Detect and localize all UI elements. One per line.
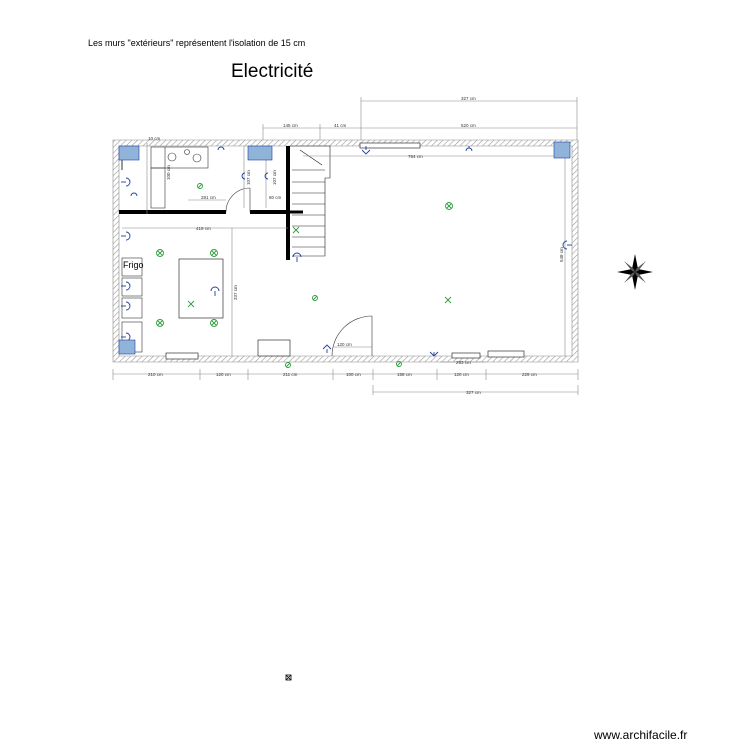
dim-bot-window: 293 cm (456, 360, 471, 365)
outlet-icon (323, 345, 331, 353)
outlet-icon (131, 193, 137, 196)
ceiling-light-icon (157, 250, 164, 257)
reference-marker-icon (286, 675, 291, 680)
dim-bot-6: 120 cm (454, 372, 469, 377)
ceiling-light-icon (446, 203, 453, 210)
dim-bot-5: 158 cm (397, 372, 412, 377)
dim-bot-1: 210 cm (148, 372, 163, 377)
dim-vert-a: 100 cm (166, 165, 171, 180)
dim-vert-b: 107 cm (246, 170, 251, 185)
dim-corner: 10 cm (148, 136, 161, 141)
dim-door: 120 cm (337, 342, 352, 347)
dim-stair-gap: 80 cm (269, 195, 282, 200)
panel-icon (554, 142, 570, 158)
panel-icon (119, 146, 139, 160)
dim-vert-c: 107 cm (272, 170, 277, 185)
dim-bot-7: 229 cm (522, 372, 537, 377)
appliance-column (122, 258, 142, 352)
light-switch-icon (198, 184, 203, 189)
exterior-walls (113, 140, 578, 362)
dim-top-total: 327 cm (461, 96, 476, 101)
kitchen-counter (151, 147, 208, 208)
outlet-icon (563, 241, 572, 249)
outlet-icon (242, 173, 245, 179)
outlet-icon (466, 146, 472, 151)
outlet-icon (293, 253, 301, 262)
insulation-note: Les murs "extérieurs" représentent l'isolation de 15 cm (88, 38, 306, 48)
dim-top-mid: 41 cm (334, 123, 347, 128)
outlet-icon (121, 302, 130, 310)
dim-bot-3: 211 cm (283, 372, 298, 377)
ceiling-light-icon (157, 320, 164, 327)
dim-bottom-total: 327 cm (466, 390, 481, 395)
electrical-panels (119, 142, 570, 354)
north-compass-icon (617, 254, 653, 290)
spot-icon (293, 227, 299, 233)
light-switch-icon (313, 296, 318, 301)
outlet-icon (121, 178, 130, 186)
dim-top-left: 145 cm (283, 123, 298, 128)
door-entrance[interactable] (332, 316, 372, 356)
dim-kitchen-small: 281 cm (201, 195, 216, 200)
outlet-icon (121, 232, 130, 240)
ceiling-light-icon (211, 250, 218, 257)
dim-bot-4: 100 cm (346, 372, 361, 377)
panel-icon (248, 146, 272, 160)
dim-inner-top: 764 cm (408, 154, 423, 159)
spot-icon (188, 301, 194, 307)
page-title: Electricité (231, 61, 314, 82)
dim-bot-2: 120 cm (216, 372, 231, 377)
interior-walls (119, 146, 303, 260)
ceiling-light-icon (211, 320, 218, 327)
power-outlets (121, 146, 572, 356)
dining-table (179, 259, 223, 318)
outlet-icon (430, 352, 438, 356)
panel-icon (119, 340, 135, 354)
spot-icon (445, 297, 451, 303)
light-switch-icon (286, 363, 291, 368)
outlet-icon (121, 282, 130, 290)
dim-kitchen-height: 337 cm (233, 285, 238, 300)
staircase (290, 146, 330, 256)
outlet-icon (265, 173, 268, 179)
dim-top-right: 520 cm (461, 123, 476, 128)
door-kitchen[interactable] (226, 188, 250, 212)
archifacile-credit[interactable]: www.archifacile.fr (594, 728, 688, 742)
outlet-icon (211, 287, 219, 296)
dim-kitchen-width: 418 cm (196, 226, 211, 231)
room-label-frigo: Frigo (123, 260, 144, 270)
outlet-icon (218, 147, 224, 150)
dim-right-height: 548 cm (559, 247, 564, 262)
